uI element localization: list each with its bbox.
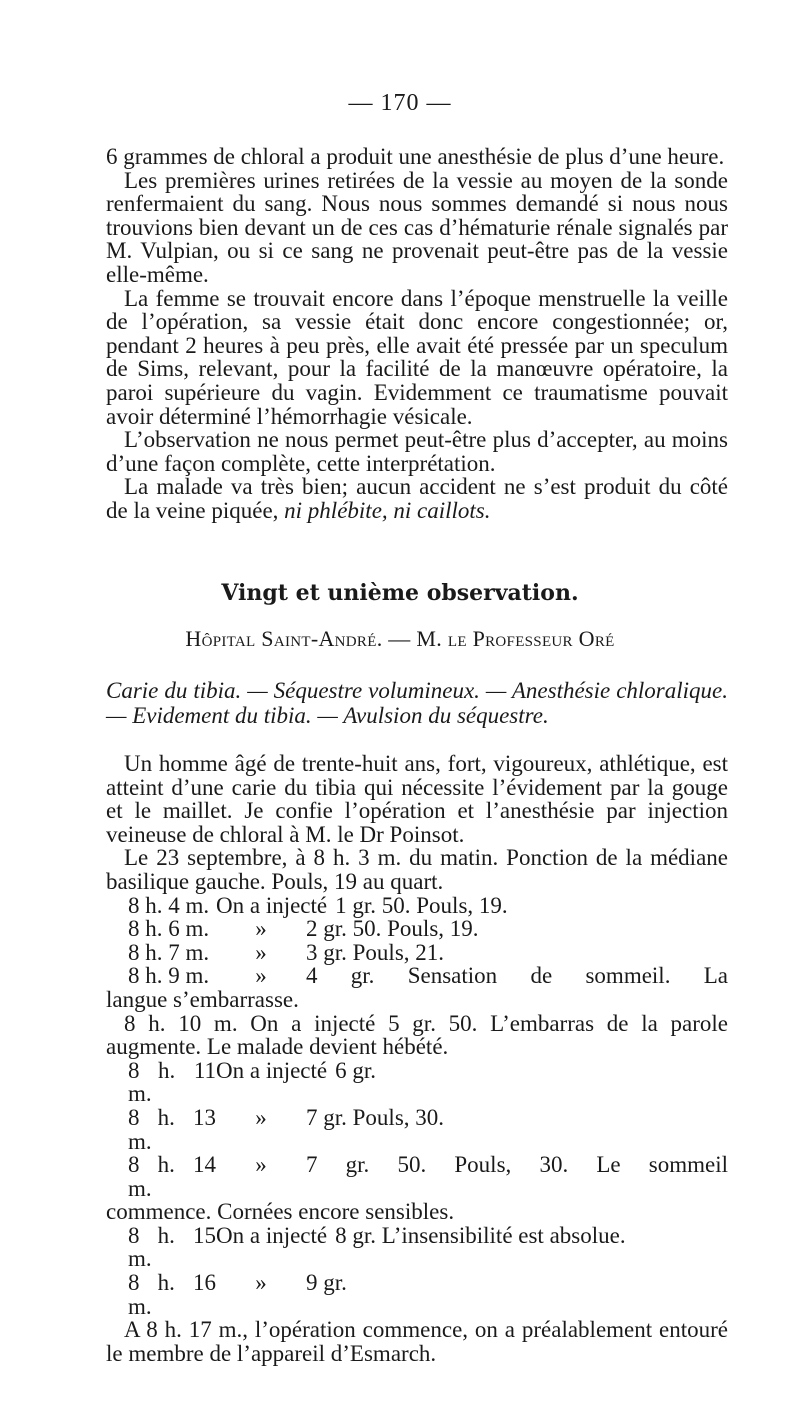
mark: » bbox=[255, 963, 267, 989]
timeline-row bbox=[106, 917, 728, 941]
mark: » bbox=[255, 916, 267, 942]
timeline-row bbox=[106, 1271, 728, 1318]
rest: 9 gr. bbox=[306, 1270, 347, 1296]
rest: 1 gr. 50. Pouls, 19. bbox=[335, 892, 508, 918]
mark: » bbox=[255, 1152, 267, 1178]
mark: On a injecté bbox=[216, 1222, 328, 1248]
paragraph: A 8 h. 17 m., l’opération commence, on a préalablement entouré le membre de l’appareil d’Esmarch. bbox=[106, 1317, 728, 1366]
line: commence. Cornées encore sensibles. bbox=[106, 1199, 455, 1225]
text-block-case bbox=[106, 752, 728, 1365]
rest: 8 gr. L’insensibilité est absolue. bbox=[335, 1222, 626, 1248]
mark: » bbox=[255, 939, 267, 965]
mark: On a injecté bbox=[216, 892, 328, 918]
paragraph: 6 grammes de chloral a produit une anesthésie de plus d’une heure. bbox=[106, 144, 725, 169]
rest: 3 gr. Pouls, 21. bbox=[306, 939, 445, 965]
time: 8 h. 13 m. bbox=[128, 1104, 216, 1154]
paragraph-text: La malade va très bien; aucun accident ne s’est produit du côté de la veine piquée, bbox=[106, 474, 728, 523]
mark: On a injecté bbox=[216, 1057, 328, 1083]
rest: 4 gr. Sensation de sommeil. La bbox=[306, 963, 728, 989]
time: 8 h. 14 m. bbox=[128, 1152, 216, 1201]
time: 8 h. 15 m. bbox=[128, 1222, 216, 1272]
paragraph: 8 h. 10 m. On a injecté 5 gr. 50. L’embarras de la parole augmente. Le malade devient hébété. bbox=[106, 1010, 728, 1060]
paragraph: L’observation ne nous permet peut-être plus d’accepter, au moins d’une façon complète, cette interprétation. bbox=[106, 427, 728, 476]
rest: 2 gr. 50. Pouls, 19. bbox=[306, 916, 479, 942]
paragraph: Un homme âgé de trente-huit ans, fort, vigoureux, athlétique, est atteint d’une carie du tibia qui nécessite l’évidement par la gouge et le maillet. Je confie l’opération et l’anesthésie par injection veineuse de chloral à M. le Dr Poinsot. bbox=[106, 751, 728, 847]
rest: 6 gr. bbox=[335, 1057, 377, 1083]
paragraph-last bbox=[106, 475, 728, 522]
time: 8 h. 16 m. bbox=[128, 1270, 216, 1319]
timeline-row bbox=[106, 941, 728, 965]
timeline-row bbox=[106, 1224, 728, 1271]
observation-heading: Vingt et unième observation. bbox=[221, 580, 579, 606]
rest: 7 gr. Pouls, 30. bbox=[306, 1104, 445, 1130]
timeline-row bbox=[106, 1106, 728, 1153]
timeline-row bbox=[106, 1153, 728, 1200]
mark: » bbox=[255, 1104, 267, 1130]
hospital-line: Hôpital Saint-André. — M. le Professeur Oré bbox=[185, 626, 615, 651]
italic-text: ni phlébite, ni caillots. bbox=[284, 497, 491, 523]
timeline-row bbox=[106, 964, 728, 988]
timeline-row bbox=[106, 894, 728, 918]
time: 8 h. 9 m. bbox=[128, 963, 210, 989]
timeline-row bbox=[106, 1059, 728, 1106]
time: 8 h. 6 m. bbox=[128, 916, 210, 942]
page-number: — 170 — bbox=[348, 90, 452, 116]
paragraph: Les premières urines retirées de la vessie au moyen de la sonde renfermaient du sang. Nous nous sommes demandé si nous nous trouvions bien devant un de ces cas d’hématurie rénale signalés par M. Vulpian, ou si ce sang ne provenait peut-être pas de la vessie elle-même. bbox=[106, 167, 728, 287]
paragraph: La femme se trouvait encore dans l’époque menstruelle la veille de l’opération, sa vessie était donc encore congestionnée; or, pendant 2 heures à peu près, elle avait été pressée par un speculum de Sims, relevant, pour la facilité de la manœuvre opératoire, la paroi supérieure du vagin. Evidemment ce traumatisme pouvait avoir déterminé l’hémorrhagie vésicale. bbox=[106, 285, 728, 429]
paragraph: Le 23 septembre, à 8 h. 3 m. du matin. Ponction de la médiane basilique gauche. Pouls, 19 au quart. bbox=[106, 845, 728, 894]
rest: 7 gr. 50. Pouls, 30. Le sommeil bbox=[306, 1152, 728, 1178]
mark: » bbox=[255, 1270, 267, 1296]
text-block-top bbox=[106, 145, 728, 523]
time: 8 h. 4 m. bbox=[128, 892, 210, 918]
subject-line: Carie du tibia. — Séquestre volumineux. — Anesthésie chloralique. — Evidement du tibia. — Avulsion du séquestre. bbox=[106, 678, 728, 728]
time: 8 h. 11 m. bbox=[128, 1057, 216, 1107]
time: 8 h. 7 m. bbox=[128, 939, 210, 965]
line: langue s’embarrasse. bbox=[106, 986, 299, 1012]
